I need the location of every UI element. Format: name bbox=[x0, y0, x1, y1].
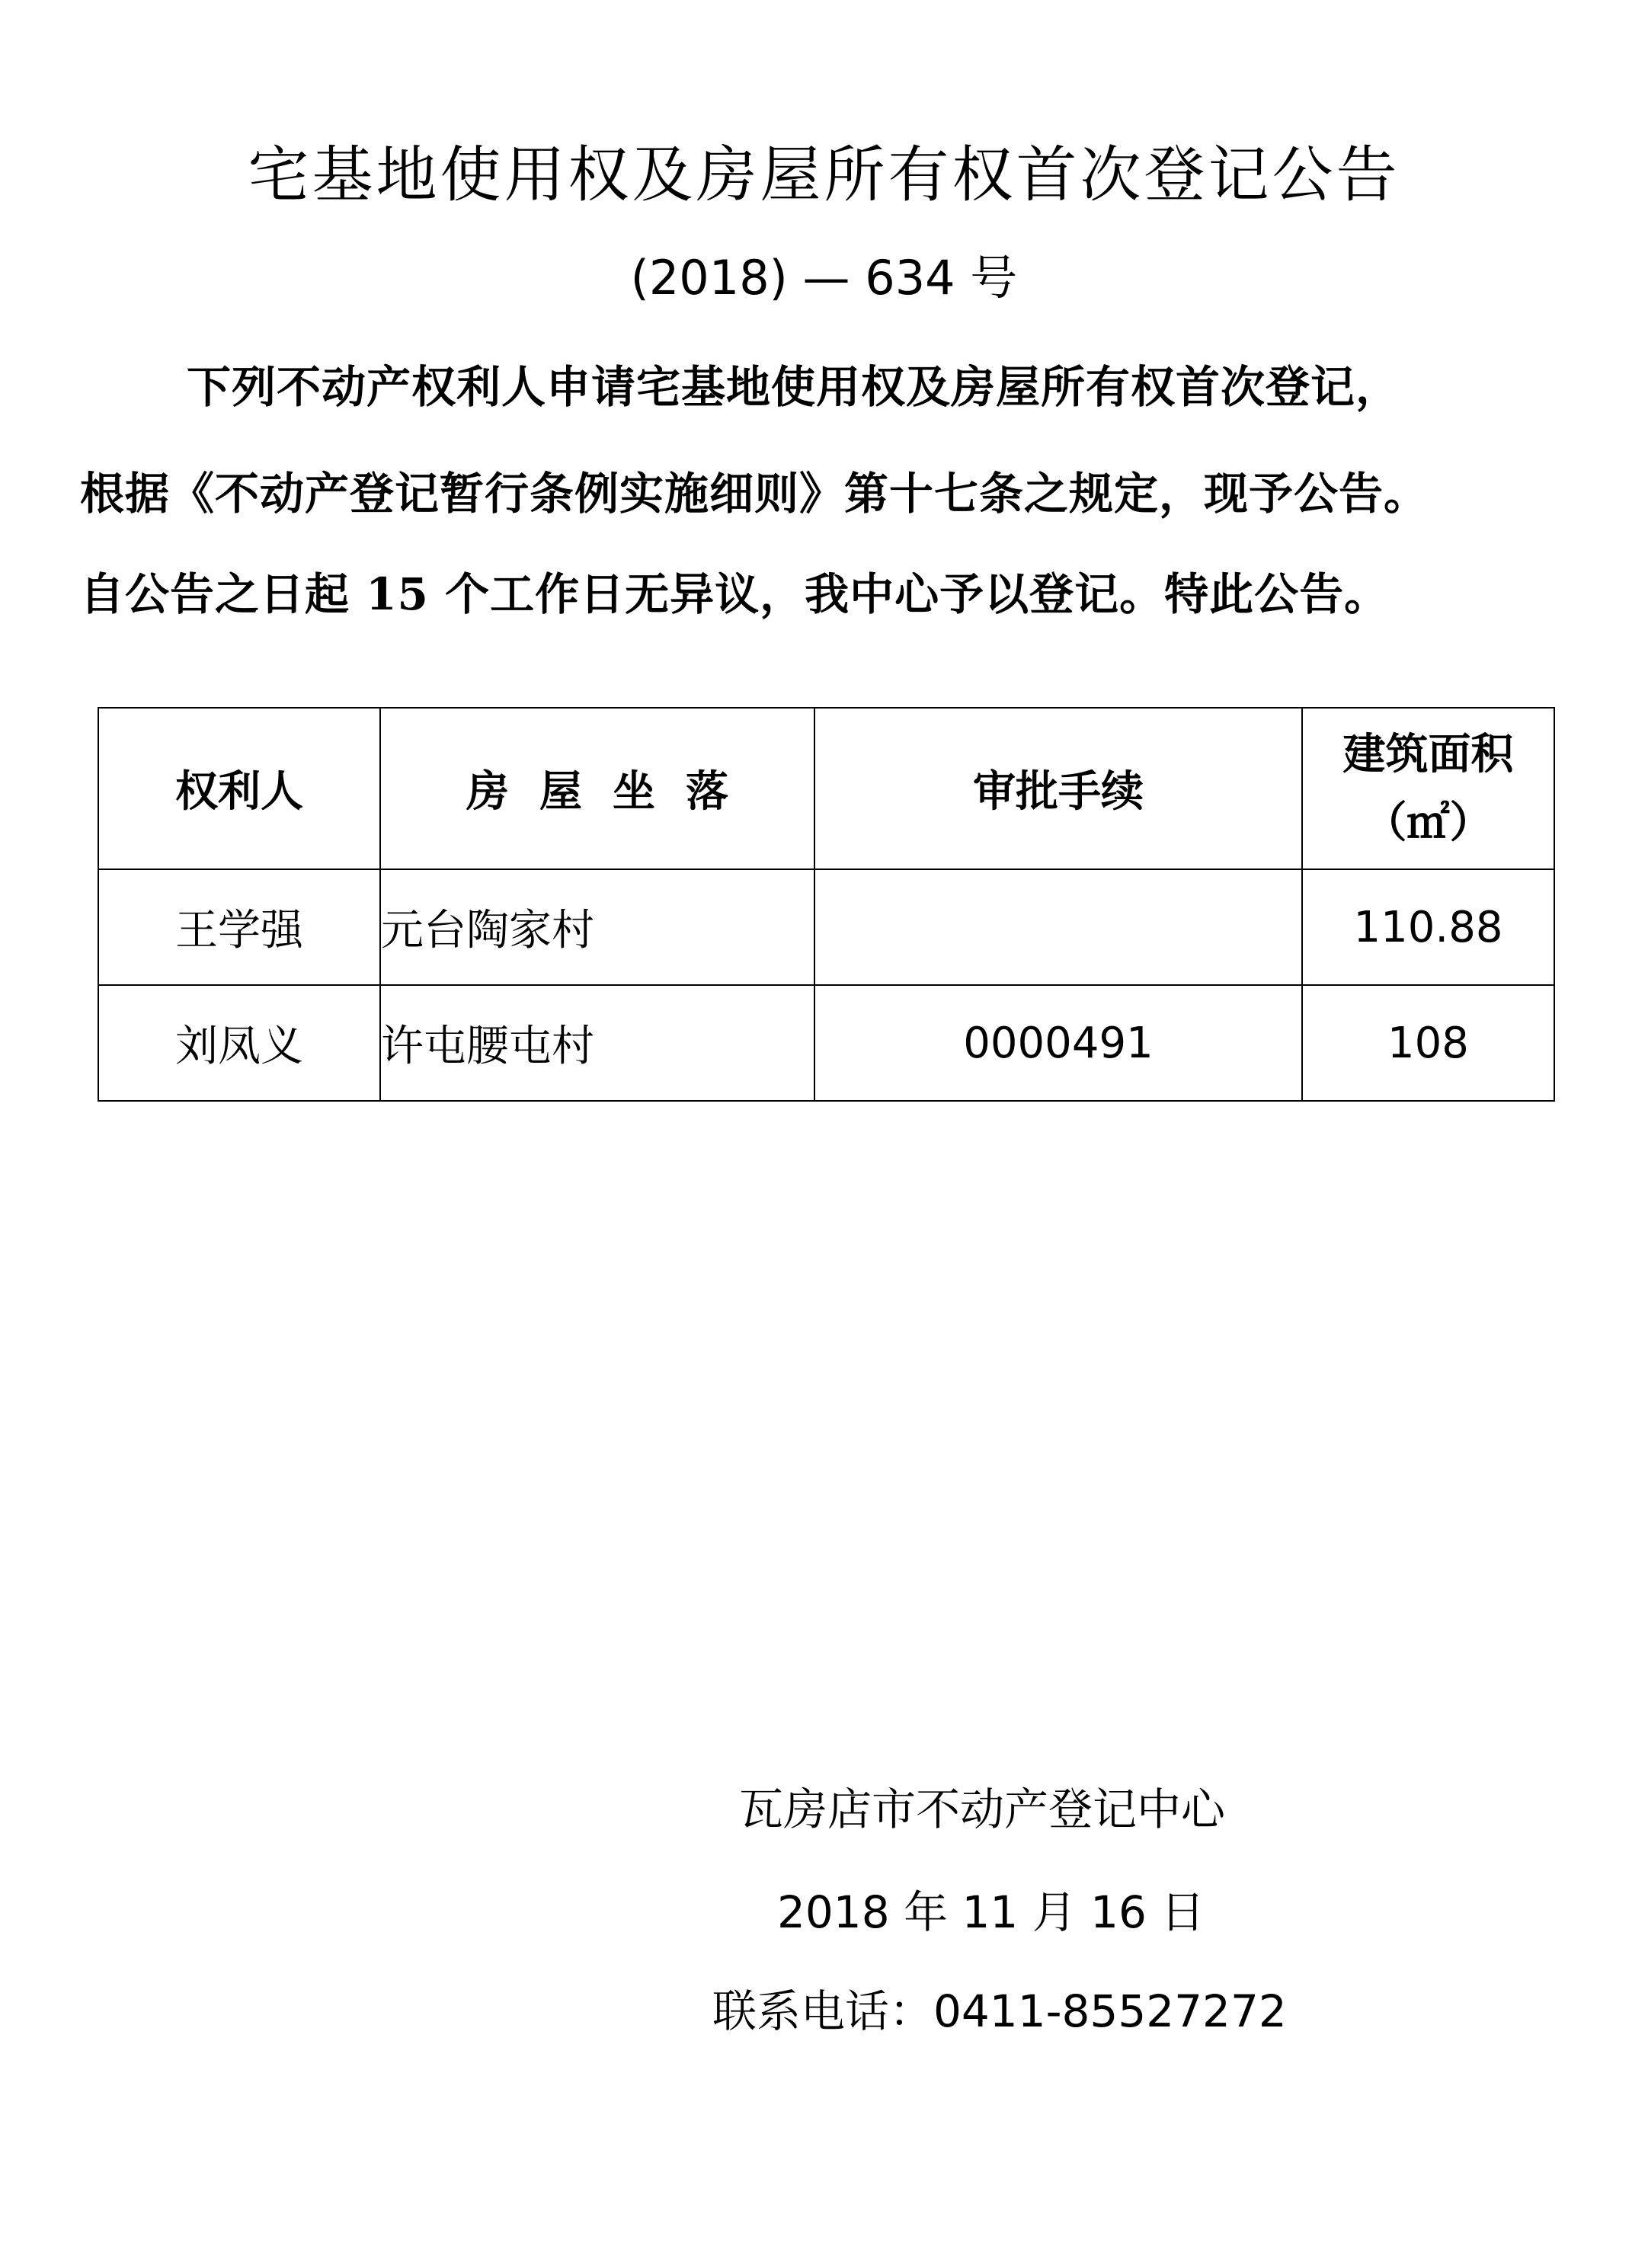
cell-location: 许屯腰屯村 bbox=[380, 985, 814, 1101]
issue-date: 2018 年 11 月 16 日 bbox=[777, 1886, 1205, 1938]
registration-table bbox=[98, 707, 1555, 1102]
cell-approval: 0000491 bbox=[814, 985, 1302, 1101]
notice-body-line-2: 根据《不动产登记暂行条例实施细则》第十七条之规定，现予公告。 bbox=[80, 468, 1429, 520]
cell-holder: 王学强 bbox=[98, 869, 380, 985]
cell-area: 108 bbox=[1302, 985, 1554, 1101]
notice-body-line-1: 下列不动产权利人申请宅基地使用权及房屋所有权首次登记， bbox=[187, 361, 1401, 413]
header-area-label: 建筑面积 bbox=[1342, 729, 1514, 779]
document-number: (2018) — 634 号 bbox=[630, 250, 1018, 305]
cell-location: 元台陶家村 bbox=[380, 869, 814, 985]
header-holder: 权利人 bbox=[98, 708, 380, 869]
header-area bbox=[1302, 708, 1554, 869]
header-location: 房屋坐落 bbox=[380, 708, 814, 869]
table-row bbox=[98, 869, 1554, 985]
header-area-unit: （㎡） bbox=[1364, 798, 1493, 848]
header-approval: 审批手续 bbox=[814, 708, 1302, 869]
table-header-row bbox=[98, 708, 1554, 869]
notice-body-line-3: 自公告之日起 15 个工作日无异议，我中心予以登记。特此公告。 bbox=[80, 568, 1390, 620]
table-row bbox=[98, 985, 1554, 1101]
cell-approval bbox=[814, 869, 1302, 985]
issuing-organization: 瓦房店市不动产登记中心 bbox=[739, 1783, 1226, 1835]
contact-phone: 联系电话：0411-85527272 bbox=[712, 1985, 1287, 2037]
cell-area: 110.88 bbox=[1302, 869, 1554, 985]
notice-title: 宅基地使用权及房屋所有权首次登记公告 bbox=[248, 139, 1400, 210]
cell-holder: 刘凤义 bbox=[98, 985, 380, 1101]
